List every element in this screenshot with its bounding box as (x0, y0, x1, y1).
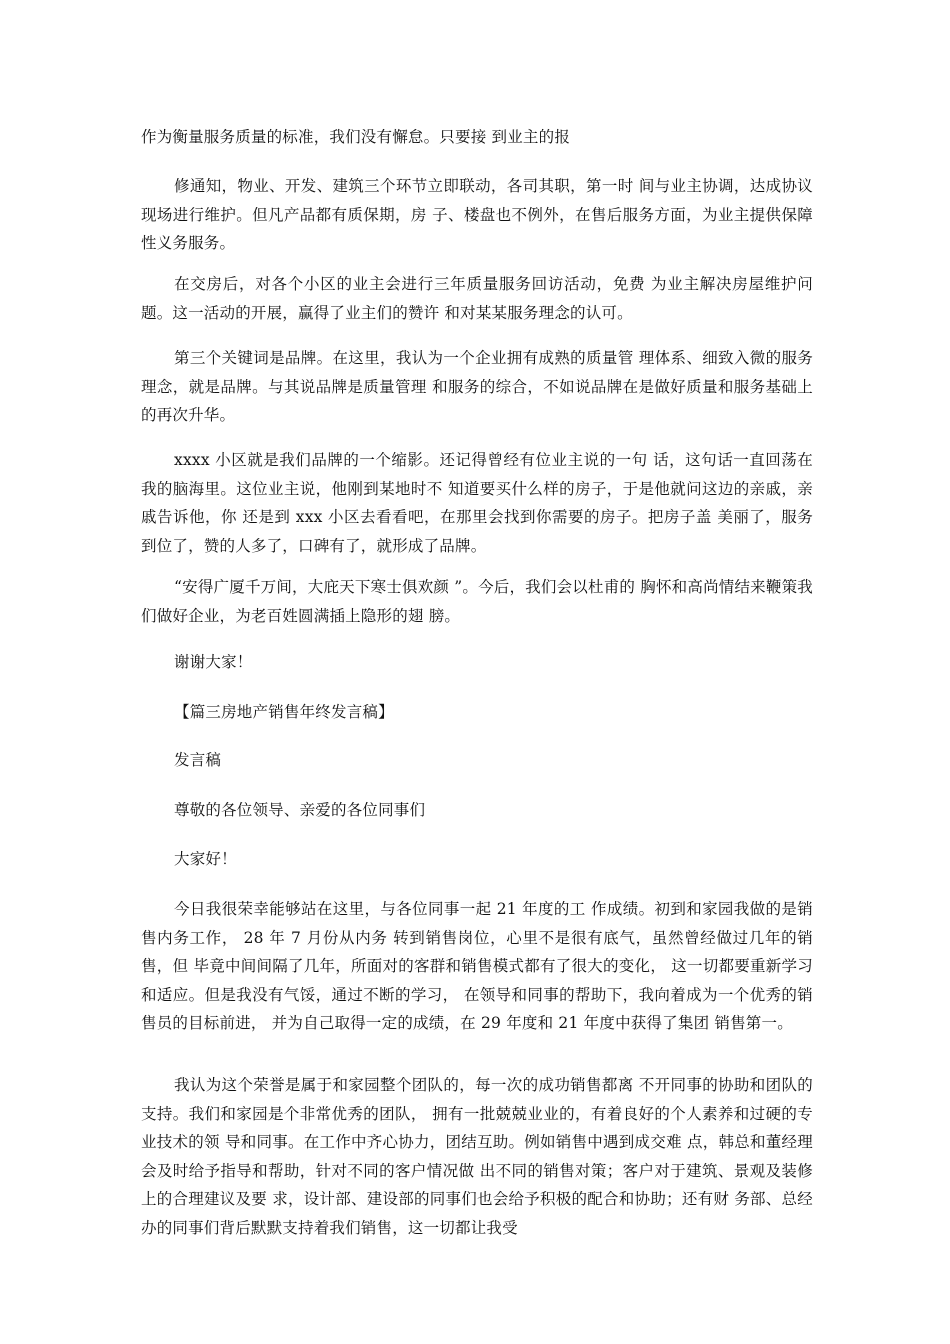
paragraph-service-standard: 作为衡量服务质量的标准，我们没有懈怠。只要接 到业主的报 (141, 128, 571, 146)
speech-greeting: 大家好！ (174, 850, 237, 868)
paragraph-repair-notice: 修通知，物业、开发、建筑三个环节立即联动，各司其职，第一时 间与业主协调，达成协议现场进行维护。但凡产品都有质保期，房 子、楼盘也不例外，在售后服务方面，为业主提供保障性义务服务。 (141, 177, 813, 252)
paragraph-achievements: 今日我很荣幸能够站在这里，与各位同事一起 21 年度的工 作成绩。初到和家园我做的是销售内务工作， 28 年 7 月份从内务 转到销售岗位，心里不是很有底气，虽然曾经做过几年的销售，但 毕竟中间间隔了几年，所面对的客群和销售模式都有了很大的变化， 这一切都要重新学习和适应。但是我没有气馁，通过不断的学习， 在领导和同事的帮助下，我向着成为一个优秀的销售员的目标前进， 并为自己取得一定的成绩，在 29 年度和 21 年度中获得了集团 销售第一。 (141, 900, 813, 1032)
paragraph-brand-keyword: 第三个关键词是品牌。在这里，我认为一个企业拥有成熟的质量管 理体系、细致入微的服务理念，就是品牌。与其说品牌是质量管理 和服务的综合，不如说品牌在是做好质量和服务基础上的再次升华。 (141, 349, 813, 424)
paragraph-team-honor: 我认为这个荣誉是属于和家园整个团队的，每一次的成功销售都离 不开同事的协助和团队的支持。我们和家园是个非常优秀的团队， 拥有一批兢兢业业的，有着良好的个人素养和过硬的专业技术的领 导和同事。在工作中齐心协力，团结互助。例如销售中遇到成交难 点，韩总和董经理会及时给予指导和帮助，针对不同的客户情况做 出不同的销售对策；客户对于建筑、景观及装修上的合理建议及要 求，设计部、建设部的同事们也会给予积极的配合和协助；还有财 务部、总经办的同事们背后默默支持着我们销售，这一切都让我受 (141, 1076, 813, 1237)
paragraph-thanks: 谢谢大家！ (174, 653, 253, 671)
speech-salutation: 尊敬的各位领导、亲爱的各位同事们 (174, 801, 426, 819)
section-heading: 【篇三房地产销售年终发言稿】 (174, 703, 394, 721)
paragraph-quality-visit: 在交房后，对各个小区的业主会进行三年质量服务回访活动，免费 为业主解决房屋维护问题。这一活动的开展，赢得了业主们的赞许 和对某某服务理念的认可。 (141, 275, 813, 322)
paragraph-dufu-quote: “安得广厦千万间，大庇天下寒士俱欢颜 ”。今后，我们会以杜甫的 胸怀和高尚情结来鞭策我们做好企业，为老百姓圆满插上隐形的翅 膀。 (141, 578, 813, 625)
speech-title: 发言稿 (174, 751, 222, 769)
paragraph-community-brand: xxxx 小区就是我们品牌的一个缩影。还记得曾经有位业主说的一句 话，这句话一直回荡在我的脑海里。这位业主说，他刚到某地时不 知道要买什么样的房子，于是他就问这边的亲戚，亲戚告诉他，你 还是到 xxx 小区去看看吧，在那里会找到你需要的房子。把房子盖 美丽了，服务到位了，赞的人多了，口碑有了，就形成了品牌。 (141, 451, 813, 555)
